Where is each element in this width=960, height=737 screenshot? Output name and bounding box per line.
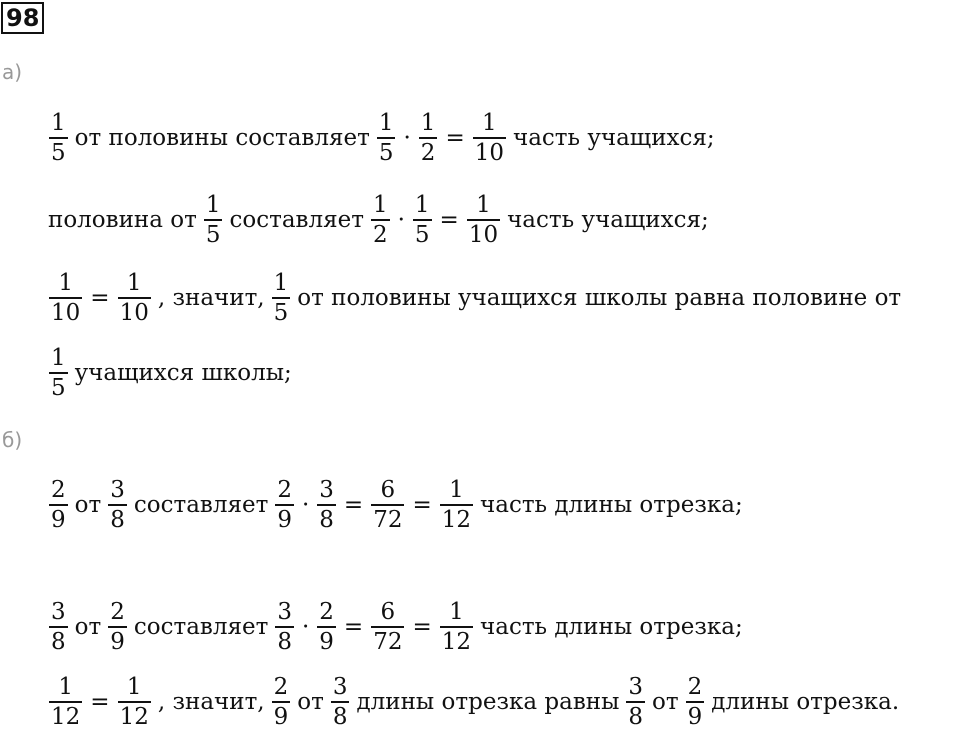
denominator: 12 bbox=[119, 703, 149, 730]
numerator: 2 bbox=[110, 599, 125, 626]
fraction bbox=[626, 673, 645, 731]
fraction bbox=[108, 476, 127, 534]
numerator: 6 bbox=[380, 477, 396, 504]
fraction bbox=[49, 476, 68, 534]
fraction bbox=[49, 598, 68, 656]
text-segment: составляет bbox=[133, 492, 269, 518]
fraction bbox=[49, 109, 68, 167]
numerator: 1 bbox=[58, 674, 73, 701]
numerator: 2 bbox=[277, 477, 292, 504]
denominator: 8 bbox=[51, 628, 66, 655]
math-operator: = bbox=[412, 614, 432, 640]
fraction bbox=[49, 344, 68, 402]
text-segment: длины отрезка. bbox=[711, 689, 900, 715]
fraction bbox=[440, 476, 473, 534]
denominator: 9 bbox=[687, 703, 703, 730]
numerator: 2 bbox=[319, 599, 334, 626]
denominator: 5 bbox=[273, 299, 289, 326]
denominator: 12 bbox=[51, 703, 81, 730]
part-a-label: а) bbox=[2, 60, 23, 84]
numerator: 2 bbox=[273, 674, 289, 701]
denominator: 9 bbox=[273, 703, 289, 730]
fraction bbox=[275, 476, 294, 534]
math-operator: = bbox=[90, 689, 110, 715]
fraction bbox=[272, 269, 291, 327]
numerator: 3 bbox=[51, 599, 66, 626]
fraction bbox=[118, 269, 151, 327]
text-segment: часть длины отрезка; bbox=[480, 614, 743, 640]
denominator: 5 bbox=[378, 139, 394, 166]
numerator: 1 bbox=[126, 674, 142, 701]
denominator: 9 bbox=[319, 628, 334, 655]
numerator: 3 bbox=[332, 674, 348, 701]
denominator: 5 bbox=[51, 139, 66, 166]
math-operator: = bbox=[343, 614, 364, 640]
fraction bbox=[371, 598, 404, 656]
denominator: 5 bbox=[414, 221, 430, 248]
numerator: 1 bbox=[449, 477, 464, 504]
denominator: 72 bbox=[373, 628, 403, 655]
denominator: 8 bbox=[277, 628, 292, 655]
text-segment: учащихся школы; bbox=[74, 360, 292, 386]
math-operator: · bbox=[301, 492, 310, 518]
text-segment: , значит, bbox=[157, 689, 265, 715]
numerator: 1 bbox=[58, 270, 73, 297]
fraction bbox=[108, 598, 127, 656]
text-segment: от половины составляет bbox=[74, 125, 370, 151]
denominator: 5 bbox=[51, 374, 66, 401]
fraction bbox=[419, 109, 438, 167]
part-a-line-4 bbox=[45, 338, 960, 408]
text-segment: часть длины отрезка; bbox=[480, 492, 743, 518]
fraction bbox=[686, 673, 705, 731]
denominator: 8 bbox=[110, 506, 125, 533]
fraction bbox=[413, 191, 432, 249]
denominator: 12 bbox=[441, 506, 472, 533]
denominator: 2 bbox=[420, 139, 436, 166]
denominator: 12 bbox=[441, 628, 472, 655]
denominator: 5 bbox=[205, 221, 221, 248]
math-operator: = bbox=[445, 125, 465, 151]
numerator: 1 bbox=[482, 110, 497, 137]
numerator: 1 bbox=[476, 192, 491, 219]
text-segment: от bbox=[652, 689, 679, 715]
part-a-line-1 bbox=[45, 103, 960, 173]
fraction bbox=[272, 673, 291, 731]
fraction bbox=[371, 476, 404, 534]
numerator: 3 bbox=[319, 477, 334, 504]
denominator: 9 bbox=[51, 506, 66, 533]
math-operator: = bbox=[90, 285, 110, 311]
numerator: 1 bbox=[378, 110, 394, 137]
denominator: 2 bbox=[372, 221, 388, 248]
math-operator: · bbox=[403, 125, 411, 151]
part-b-line-1 bbox=[45, 470, 960, 540]
denominator: 9 bbox=[277, 506, 292, 533]
numerator: 1 bbox=[126, 270, 142, 297]
text-segment: от bbox=[297, 689, 324, 715]
numerator: 1 bbox=[372, 192, 388, 219]
text-segment: от bbox=[74, 492, 102, 518]
denominator: 10 bbox=[51, 299, 81, 326]
text-segment: часть учащихся; bbox=[513, 125, 715, 151]
problem-number: 98 bbox=[1, 2, 44, 34]
text-segment: от половины учащихся школы равна половине от bbox=[297, 285, 902, 311]
fraction bbox=[467, 191, 500, 249]
fraction bbox=[371, 191, 390, 249]
numerator: 1 bbox=[414, 192, 430, 219]
text-segment: длины отрезка равны bbox=[356, 689, 620, 715]
part-b-label: б) bbox=[2, 428, 23, 452]
fraction bbox=[49, 269, 82, 327]
numerator: 2 bbox=[687, 674, 703, 701]
denominator: 10 bbox=[119, 299, 149, 326]
text-segment: часть учащихся; bbox=[507, 207, 709, 233]
part-a-line-3 bbox=[45, 263, 960, 333]
fraction bbox=[118, 673, 151, 731]
numerator: 1 bbox=[420, 110, 436, 137]
text-segment: от bbox=[74, 614, 102, 640]
numerator: 3 bbox=[110, 477, 125, 504]
text-segment: составляет bbox=[133, 614, 269, 640]
numerator: 1 bbox=[273, 270, 289, 297]
fraction bbox=[440, 598, 473, 656]
numerator: 1 bbox=[51, 345, 66, 372]
denominator: 8 bbox=[332, 703, 348, 730]
fraction bbox=[317, 476, 336, 534]
fraction bbox=[275, 598, 294, 656]
denominator: 8 bbox=[319, 506, 334, 533]
numerator: 3 bbox=[277, 599, 292, 626]
numerator: 6 bbox=[380, 599, 396, 626]
text-segment: составляет bbox=[229, 207, 364, 233]
text-segment: , значит, bbox=[157, 285, 265, 311]
denominator: 72 bbox=[373, 506, 403, 533]
math-operator: = bbox=[439, 207, 459, 233]
numerator: 1 bbox=[205, 192, 221, 219]
math-operator: · bbox=[397, 207, 405, 233]
denominator: 10 bbox=[468, 221, 499, 248]
numerator: 3 bbox=[628, 674, 644, 701]
denominator: 9 bbox=[110, 628, 125, 655]
fraction bbox=[204, 191, 223, 249]
fraction bbox=[317, 598, 336, 656]
math-operator: = bbox=[343, 492, 364, 518]
numerator: 1 bbox=[449, 599, 464, 626]
denominator: 8 bbox=[628, 703, 644, 730]
fraction bbox=[331, 673, 350, 731]
denominator: 10 bbox=[474, 139, 504, 166]
math-operator: = bbox=[412, 492, 432, 518]
fraction bbox=[377, 109, 396, 167]
part-b-line-3 bbox=[45, 667, 960, 737]
fraction bbox=[473, 109, 506, 167]
numerator: 2 bbox=[51, 477, 66, 504]
numerator: 1 bbox=[51, 110, 66, 137]
text-segment: половина от bbox=[48, 207, 197, 233]
math-operator: · bbox=[301, 614, 310, 640]
fraction bbox=[49, 673, 82, 731]
part-b-line-2 bbox=[45, 592, 960, 662]
part-a-line-2 bbox=[45, 185, 960, 255]
